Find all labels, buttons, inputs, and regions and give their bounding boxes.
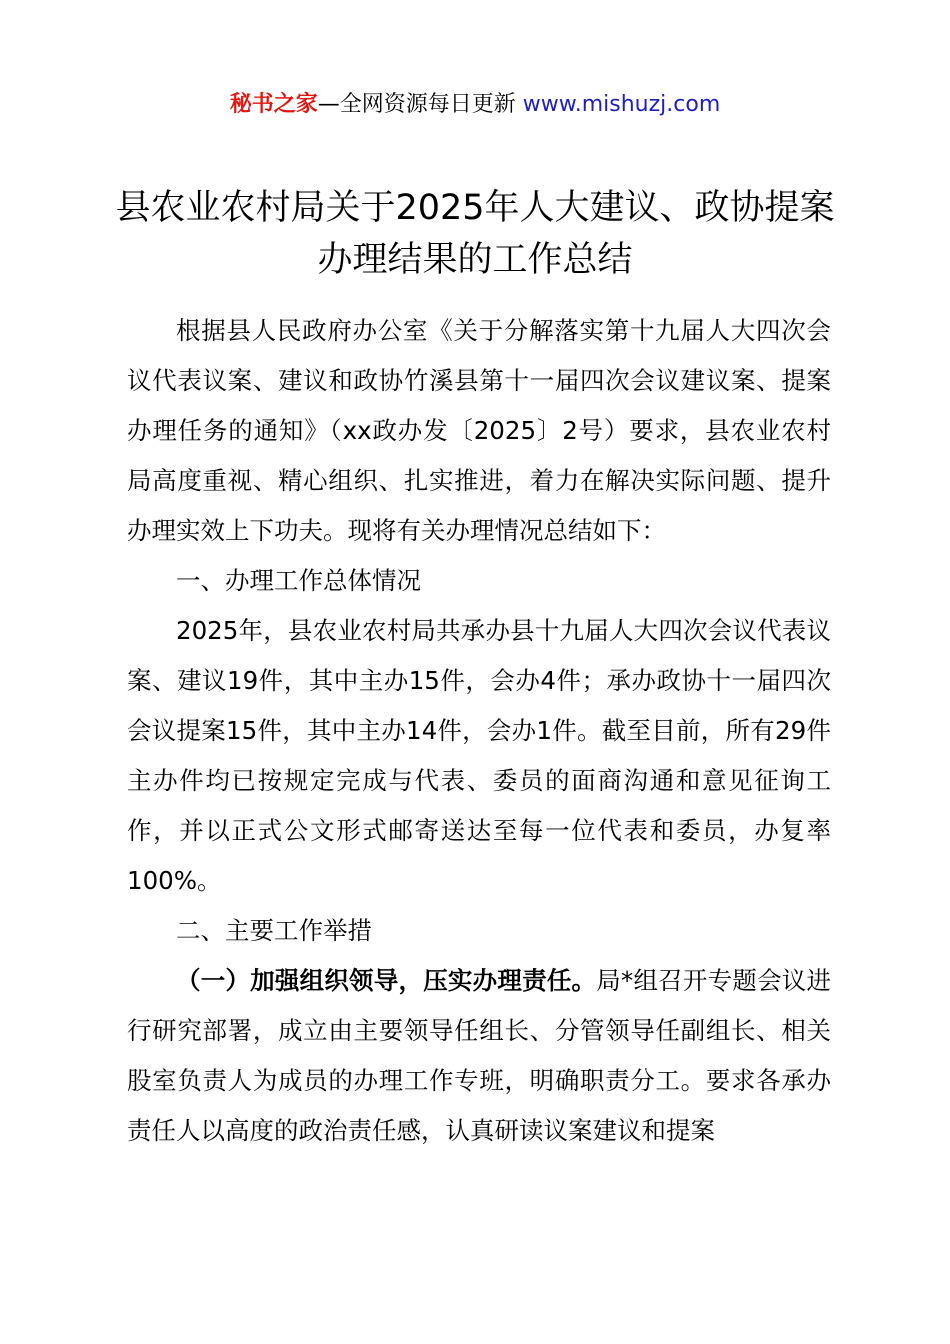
section-heading-2: 二、主要工作举措: [176, 916, 372, 945]
document-body: [127, 306, 831, 1156]
site-url-link[interactable]: www.mishuzj.com: [522, 92, 721, 117]
slogan: —全网资源每日更新: [317, 92, 523, 117]
intro-paragraph: 根据县人民政府办公室《关于分解落实第十九届人大四次会议代表议案、建议和政协竹溪县第十一届四次会议建议案、提案办理任务的通知》（xx政办发〔2025〕2号）要求，县农业农村局高度重视、精心组织、扎实推进，着力在解决实际问题、提升办理实效上下功夫。现将有关办理情况总结如下：: [127, 316, 831, 545]
brand-name: 秘书之家: [229, 92, 318, 117]
document-title: 县农业农村局关于2025年人大建议、政协提案办理结果的工作总结: [115, 188, 835, 280]
site-header: [0, 88, 950, 122]
section-1-paragraph: 2025年，县农业农村局共承办县十九届人大四次会议代表议案、建议19件，其中主办15件，会办4件；承办政协十一届四次会议提案15件，其中主办14件，会办1件。截至目前，所有29件主办件均已按规定完成与代表、委员的面商沟通和意见征询工作，并以正式公文形式邮寄送达至每一位代表和委员，办复率100%。: [127, 616, 831, 895]
section-heading-1: 一、办理工作总体情况: [176, 566, 421, 595]
subsection-1-paragraph: [127, 956, 831, 1156]
subsection-1-text: 局*组召开专题会议进行研究部署，成立由主要领导任组长、分管领导任副组长、相关股室负责人为成员的办理工作专班，明确职责分工。要求各承办责任人以高度的政治责任感，认真研读议案建议和提案: [127, 966, 832, 1145]
subsection-1-lead: （一）加强组织领导，压实办理责任。: [176, 966, 597, 995]
